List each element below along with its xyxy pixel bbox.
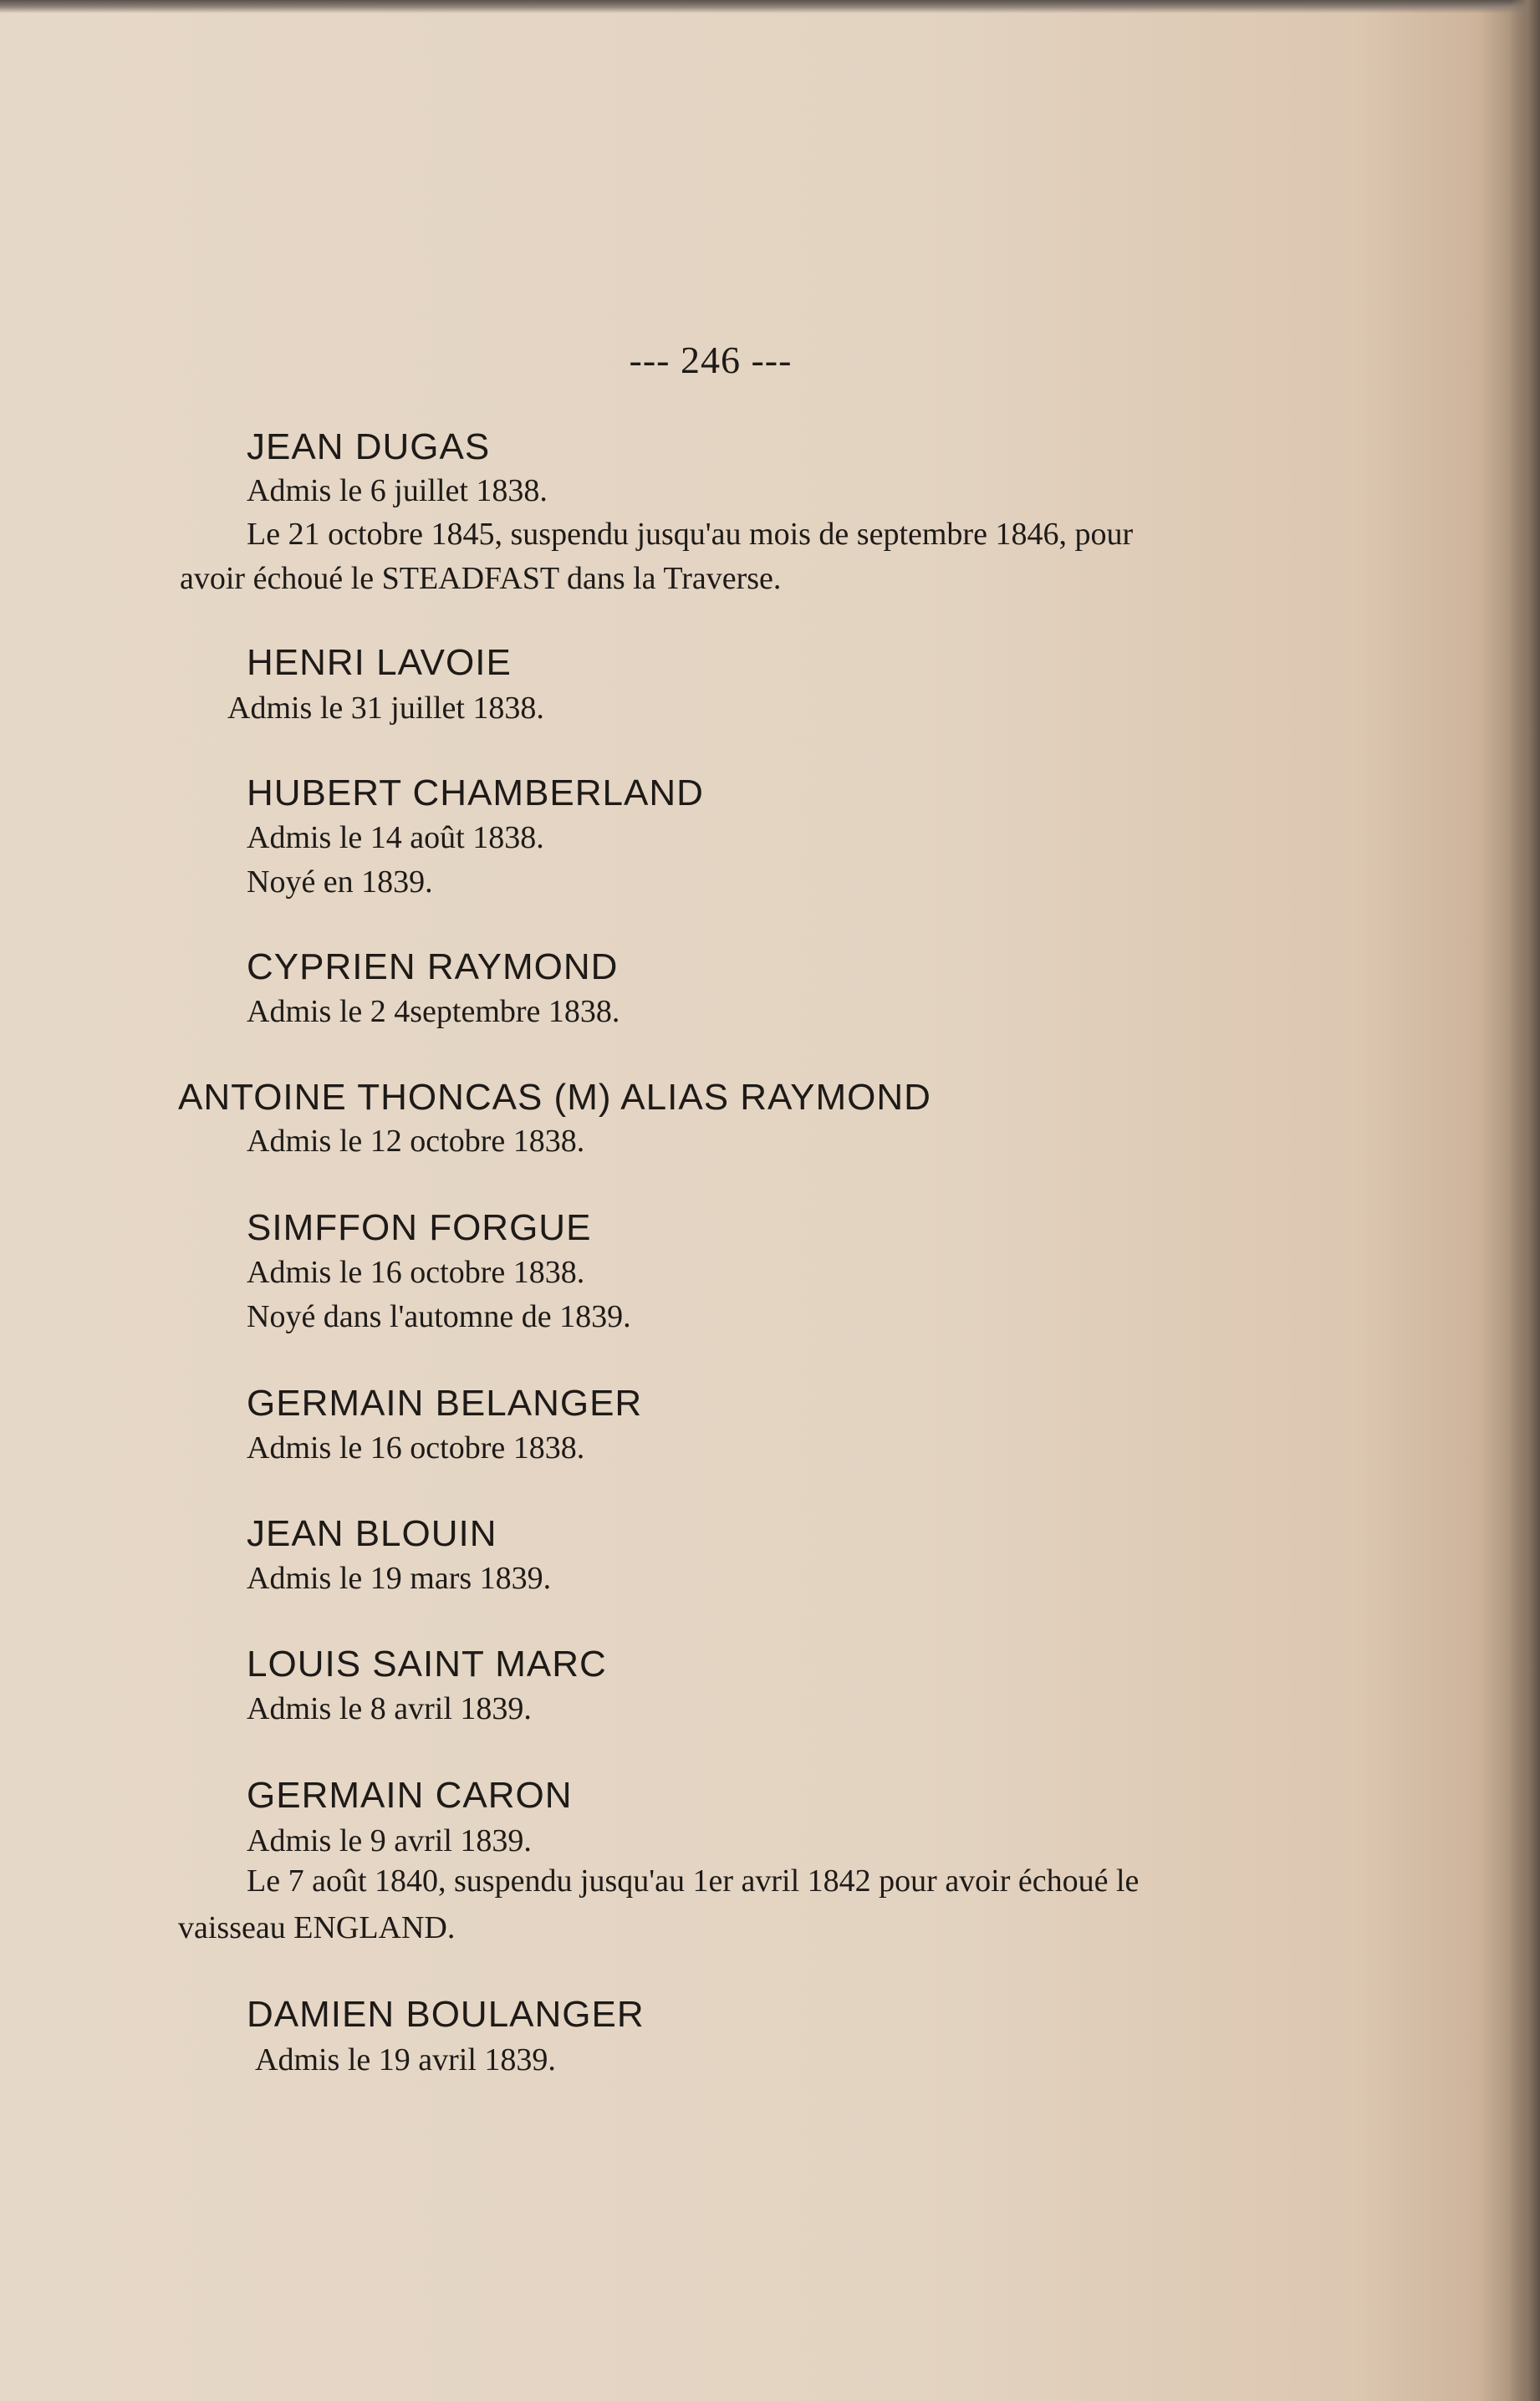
note-line-2: vaisseau ENGLAND. — [178, 1910, 456, 1945]
page-number: --- 246 --- — [629, 339, 793, 381]
admission-date: Admis le 8 avril 1839. — [247, 1691, 532, 1726]
pilot-name: DAMIEN BOULANGER — [247, 1994, 645, 2035]
admission-date: Admis le 31 juillet 1838. — [227, 691, 544, 726]
admission-date: Admis le 19 avril 1839. — [255, 2042, 556, 2077]
admission-date: Admis le 9 avril 1839. — [247, 1823, 532, 1858]
admission-date: Admis le 16 octobre 1838. — [247, 1255, 585, 1290]
death-note: Noyé en 1839. — [247, 864, 433, 900]
death-note: Noyé dans l'automne de 1839. — [247, 1299, 631, 1334]
pilot-name: JEAN DUGAS — [247, 426, 491, 467]
pilot-name: GERMAIN CARON — [247, 1775, 573, 1816]
note-line-1: Le 21 octobre 1845, suspendu jusqu'au mois de septembre 1846, pour — [247, 517, 1134, 552]
pilot-name: JEAN BLOUIN — [247, 1513, 497, 1554]
page-top-shadow — [0, 0, 1540, 13]
note-line-2: avoir échoué le STEADFAST dans la Traverse. — [180, 561, 782, 596]
admission-date: Admis le 12 octobre 1838. — [247, 1124, 585, 1159]
pilot-name: HUBERT CHAMBERLAND — [247, 772, 704, 813]
pilot-name: SIMFFON FORGUE — [247, 1207, 592, 1248]
admission-date: Admis le 19 mars 1839. — [247, 1561, 552, 1596]
pilot-name: HENRI LAVOIE — [247, 642, 512, 683]
admission-date: Admis le 2 4septembre 1838. — [247, 994, 620, 1029]
admission-date: Admis le 6 juillet 1838. — [247, 473, 548, 508]
pilot-name: CYPRIEN RAYMOND — [247, 946, 619, 987]
admission-date: Admis le 14 août 1838. — [247, 820, 544, 855]
page-binding-shadow — [1510, 0, 1540, 2401]
pilot-name: LOUIS SAINT MARC — [247, 1644, 607, 1685]
admission-date: Admis le 16 octobre 1838. — [247, 1430, 585, 1466]
pilot-name: GERMAIN BELANGER — [247, 1383, 643, 1424]
note-line-1: Le 7 août 1840, suspendu jusqu'au 1er avril 1842 pour avoir échoué le — [247, 1863, 1140, 1899]
pilot-name: ANTOINE THONCAS (M) ALIAS RAYMOND — [178, 1077, 931, 1118]
